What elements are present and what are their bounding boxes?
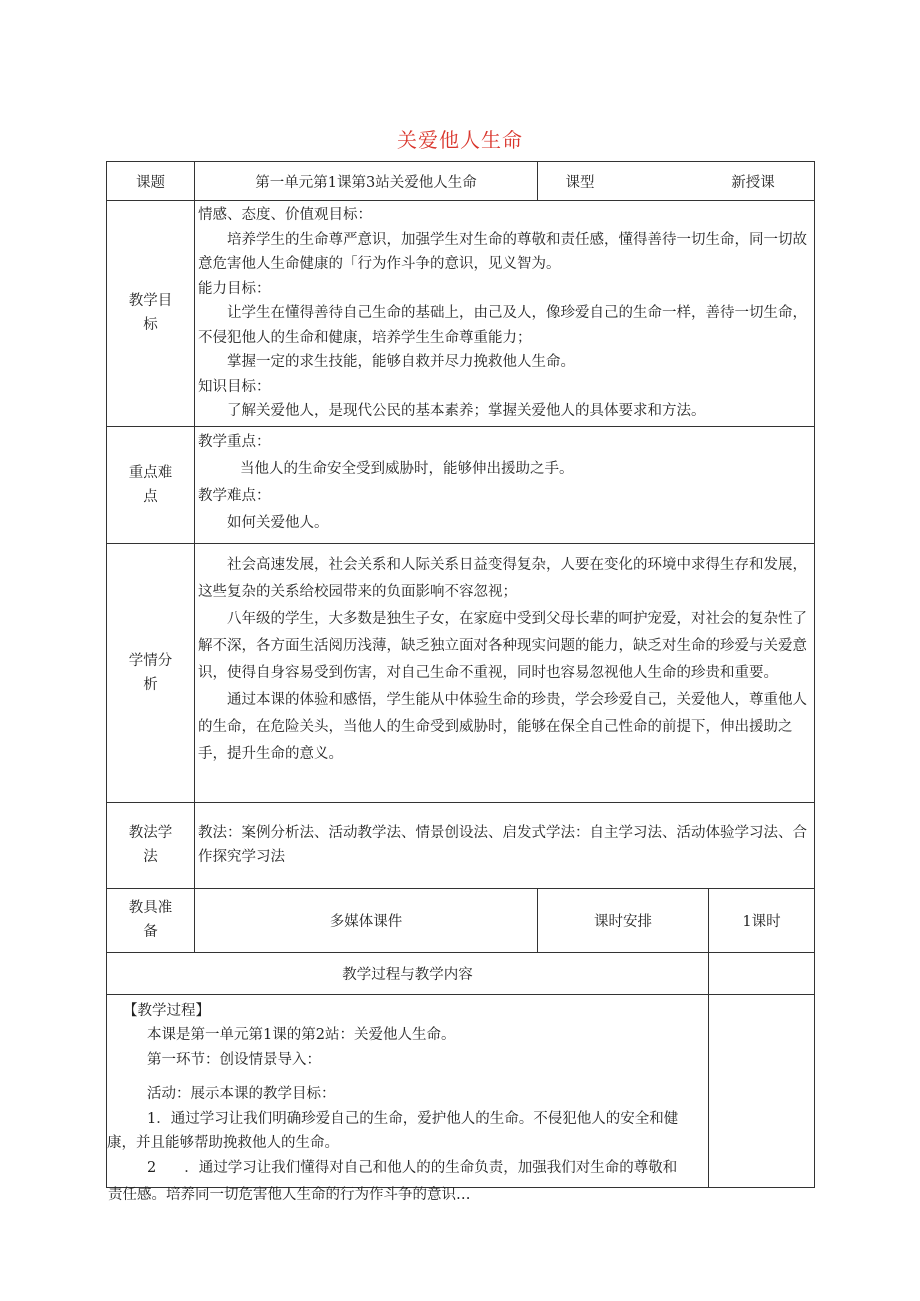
analysis-label: 学情分析 [107, 543, 195, 802]
goals-line: 能力目标： [198, 280, 271, 297]
key-points-label: 重点难点 [107, 426, 195, 543]
lesson-type-label: 课型 [565, 174, 595, 191]
page-title: 关爱他人生命 [397, 128, 523, 152]
goals-line: 情感、态度、价值观目标： [198, 207, 372, 223]
goals-content [195, 201, 815, 427]
schedule-value: 1课时 [709, 888, 815, 952]
goals-row [107, 201, 815, 427]
process-line: 活动：展示本课的教学目标： [147, 1086, 336, 1102]
goals-label: 教学目标 [107, 201, 195, 427]
methods-text: 教法：案例分析法、活动教学法、情景创设法、启发式学法：自主学习法、活动体验学习法、合作探究学习法 [198, 824, 807, 865]
analysis-paragraph: 八年级的学生，大多数是独生子女，在家庭中受到父母长辈的呵护宠爱，对社会的复杂性了解不深，各方面生活阅历浅薄，缺乏独立面对各种现实问题的能力，缺乏对生命的珍爱与关爱意识，使得自身容易受到伤害，对自己生命不重视，同时也容易忽视他人生命的珍贵和重要。 [198, 610, 807, 681]
key-line: 教学重点： [198, 433, 271, 450]
process-heading: 【教学过程】 [123, 1002, 210, 1019]
analysis-row [107, 543, 815, 802]
methods-label: 教法学法 [107, 802, 195, 888]
topic-label: 课题 [107, 162, 195, 201]
analysis-paragraph: 通过本课的体验和感悟，学生能从中体验生命的珍贵，学会珍爱自己，关爱他人，尊重他人的生命，在危险关头，当他人的生命受到威胁时，能够在保全自己性命的前提下，伸出援助之手，提升生命的意义。 [198, 691, 807, 762]
process-item-2 [107, 1156, 706, 1181]
methods-content [195, 802, 815, 888]
process-header: 教学过程与教学内容 [107, 952, 709, 994]
lesson-plan-table [106, 161, 815, 1188]
process-overflow-line: 责任感。培养同一切危害他人生命的行为作斗争的意识… [108, 1187, 471, 1203]
key-points-content [195, 426, 815, 543]
process-line: 第一环节：创设情景导入： [147, 1051, 321, 1068]
key-points-row [107, 426, 815, 543]
tools-row [107, 888, 815, 952]
tools-label: 教具准备 [107, 888, 195, 952]
key-line: 如何关爱他人。 [227, 514, 329, 531]
goals-line: 培养学生的生命尊严意识，加强学生对生命的尊敬和责任感，懂得善待一切生命，同一切故意危害他人生命健康的「行为作斗争的意识，见义智为。 [198, 231, 807, 272]
process-line: 本课是第一单元第1课的第2站：关爱他人生命。 [147, 1027, 456, 1043]
process-item-2-text: ．通过学习让我们懂得对自己和他人的的生命负责，加强我们对生命的尊敬和 [184, 1159, 678, 1176]
process-side [709, 994, 815, 1187]
goals-line: 掌握一定的求生技能，能够自救并尽力挽救他人生命。 [227, 354, 575, 370]
process-row [107, 994, 815, 1187]
lesson-type-value: 新授课 [731, 174, 775, 191]
topic-row [107, 162, 815, 201]
goals-line: 让学生在懂得善待自己生命的基础上，由己及人，像珍爱自己的生命一样，善待一切生命，不侵犯他人的生命和健康，培养学生生命尊重能力； [198, 305, 807, 346]
process-header-side [709, 952, 815, 994]
goals-line: 知识目标： [198, 378, 271, 395]
process-header-row [107, 952, 815, 994]
process-content [107, 994, 709, 1187]
analysis-paragraph: 社会高速发展，社会关系和人际关系日益变得复杂，人要在变化的环境中求得生存和发展，这些复杂的关系给校园带来的负面影响不容忽视； [198, 556, 807, 600]
key-line: 教学难点： [198, 487, 271, 504]
methods-row [107, 802, 815, 888]
topic-value: 第一单元第1课第3站关爱他人生命 [195, 162, 538, 201]
process-item-2-number: 2 [147, 1159, 157, 1176]
process-item-1: 1．通过学习让我们明确珍爱自己的生命，爱护他人的生命。不侵犯他人的安全和健康，并且能够帮助挽救他人的生命。 [107, 1110, 679, 1151]
analysis-content [195, 543, 815, 802]
schedule-label: 课时安排 [538, 888, 709, 952]
tools-value: 多媒体课件 [195, 888, 538, 952]
key-line: 当他人的生命安全受到威胁时，能够伸出援助之手。 [240, 460, 574, 477]
goals-line: 了解关爱他人，是现代公民的基本素养；掌握关爱他人的具体要求和方法。 [227, 403, 706, 419]
